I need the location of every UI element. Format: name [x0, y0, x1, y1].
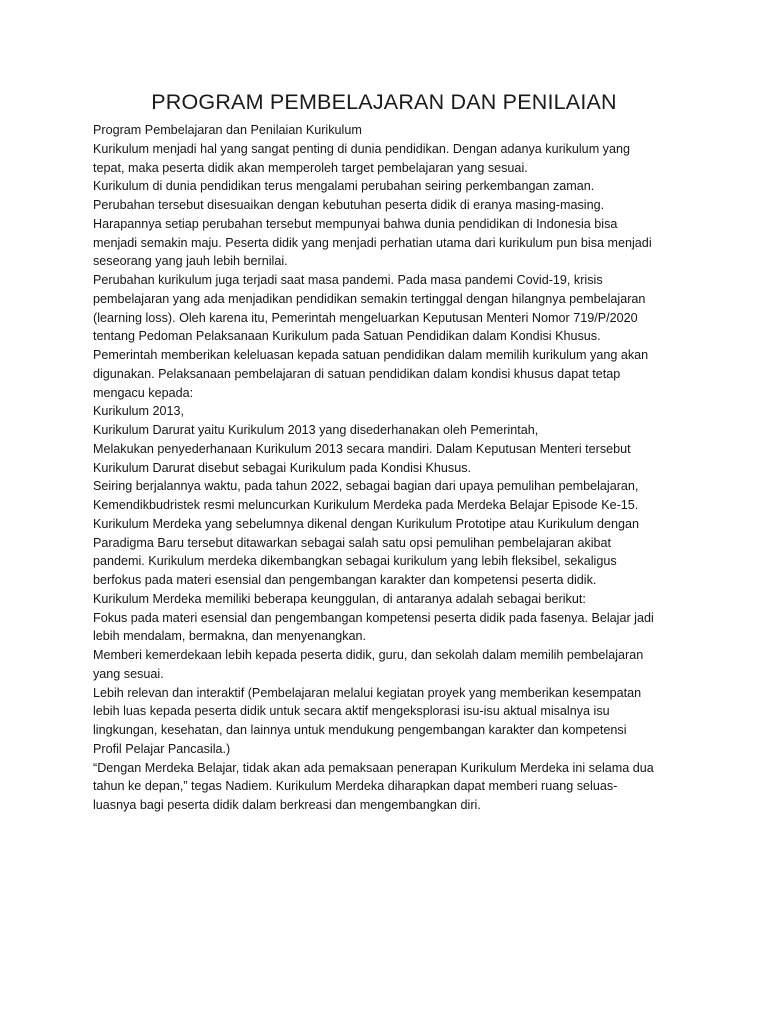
text-line: Kemendikbudristek resmi meluncurkan Kurikulum Merdeka pada Merdeka Belajar Episode Ke-15. [93, 498, 639, 512]
text-line: tentang Pedoman Pelaksanaan Kurikulum pada Satuan Pendidikan dalam Kondisi Khusus. [93, 329, 601, 344]
text-line: lebih luas kepada peserta didik untuk secara aktif mengeksplorasi isu-isu aktual misalnya isu [93, 704, 610, 719]
text-line: mengacu kepada: [93, 385, 194, 400]
text-line: Melakukan penyederhanaan Kurikulum 2013 secara mandiri. Dalam Keputusan Menteri tersebut [93, 441, 631, 456]
text-line: Profil Pelajar Pancasila.) [93, 741, 231, 756]
text-line: “Dengan Merdeka Belajar, tidak akan ada pemaksaan penerapan Kurikulum Merdeka ini selama dua [93, 760, 654, 775]
text-line: Kurikulum 2013, [93, 404, 185, 419]
document-body [93, 121, 683, 815]
document-subtitle: Program Pembelajaran dan Penilaian Kurikulum [93, 123, 362, 137]
text-line: Harapannya setiap perubahan tersebut mempunyai bahwa dunia pendidikan di Indonesia bisa [93, 216, 618, 231]
text-line: lingkungan, kesehatan, dan lainnya untuk mendukung pengembangan karakter dan kompetensi [93, 723, 627, 737]
document-title: PROGRAM PEMBELAJARAN DAN PENILAIAN [151, 90, 617, 114]
text-line: (learning loss). Oleh karena itu, Pemerintah mengeluarkan Keputusan Menteri Nomor 719/P/2020 [93, 310, 638, 325]
text-line: Kurikulum Merdeka yang sebelumnya dikenal dengan Kurikulum Prototipe atau Kurikulum dengan [93, 516, 640, 531]
text-line: pandemi. Kurikulum merdeka dikembangkan sebagai kurikulum yang lebih fleksibel, sekaligus [93, 554, 617, 569]
text-line: Kurikulum di dunia pendidikan terus mengalami perubahan seiring perkembangan zaman. [93, 179, 595, 194]
text-line: Kurikulum Darurat disebut sebagai Kurikulum pada Kondisi Khusus. [93, 460, 472, 475]
text-line: Perubahan kurikulum juga terjadi saat masa pandemi. Pada masa pandemi Covid-19, krisis [93, 273, 603, 287]
text-line: Lebih relevan dan interaktif (Pembelajaran melalui kegiatan proyek yang memberikan kesempatan [93, 685, 642, 700]
text-line: Kurikulum menjadi hal yang sangat penting di dunia pendidikan. Dengan adanya kurikulum yang [93, 141, 630, 156]
text-line: seseorang yang jauh lebih bernilai. [93, 254, 288, 269]
text-line: luasnya bagi peserta didik dalam berkreasi dan mengembangkan diri. [93, 798, 481, 812]
text-line: Pemerintah memberikan keleluasan kepada satuan pendidikan dalam memilih kurikulum yang akan [93, 348, 649, 362]
text-line: yang sesuai. [93, 666, 164, 681]
text-line: menjadi semakin maju. Peserta didik yang menjadi perhatian utama dari kurikulum pun bisa menjadi [93, 235, 652, 250]
text-line: lebih mendalam, bermakna, dan menyenangkan. [93, 629, 367, 644]
text-line: Kurikulum Merdeka memiliki beberapa keunggulan, di antaranya adalah sebagai berikut: [93, 591, 586, 606]
text-line: digunakan. Pelaksanaan pembelajaran di satuan pendidikan dalam kondisi khusus dapat tetap [93, 366, 621, 381]
text-line: tahun ke depan,” tegas Nadiem. Kurikulum Merdeka diharapkan dapat memberi ruang seluas- [93, 779, 618, 794]
text-line: pembelajaran yang ada menjadikan pendidikan semakin tertinggal dengan hilangnya pembelajaran [93, 291, 646, 306]
text-line: tepat, maka peserta didik akan memperoleh target pembelajaran yang sesuai. [93, 160, 528, 175]
text-line: Kurikulum Darurat yaitu Kurikulum 2013 yang disederhanakan oleh Pemerintah, [93, 423, 539, 437]
text-line: Perubahan tersebut disesuaikan dengan kebutuhan peserta didik di eranya masing-masing. [93, 198, 605, 212]
text-line: Memberi kemerdekaan lebih kepada peserta didik, guru, dan sekolah dalam memilih pembelajaran [93, 648, 644, 662]
text-line: Fokus pada materi esensial dan pengembangan kompetensi peserta didik pada fasenya. Belajar jadi [93, 610, 654, 625]
text-line: Paradigma Baru tersebut ditawarkan sebagai salah satu opsi pemulihan pembelajaran akibat [93, 535, 612, 550]
text-line: Seiring berjalannya waktu, pada tahun 2022, sebagai bagian dari upaya pemulihan pembelajaran, [93, 479, 639, 494]
text-line: berfokus pada materi esensial dan pengembangan karakter dan kompetensi peserta didik. [93, 573, 597, 587]
